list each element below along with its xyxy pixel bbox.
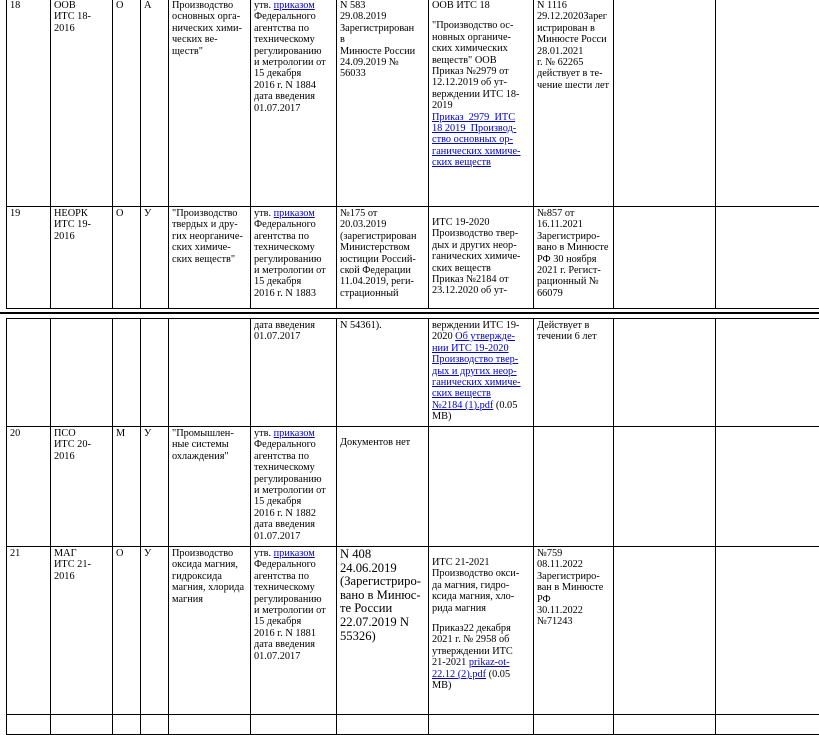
document-link[interactable]: Об утвержде- [455,331,515,342]
its-name: "Промышлен- ные системы охлаждения" [169,427,251,547]
order-link[interactable]: приказом [274,548,315,559]
empty-cell [716,207,819,309]
row-number: 20 [7,427,51,547]
new-its-cell: ООВ ИТС 18 "Производство ос- новных органиче- ских химических веществ" ООВ Приказ №2979 от 12.12.2019 об ут- верждении ИТС 18- 2019 Приказ_2979_ИТС 18 2019_Производ- ство основных ор- ганических химиче- ских веществ [429,0,534,207]
order-cell: N 583 29.08.2019 Зарегистрирован в Минюсте России 24.09.2019 № 56033 [337,0,429,207]
order-cell: Документов нет [337,427,429,547]
registration-cell: №857 от 16.11.2021 Зарегистриро- вано в Минюсте РФ 30 ноября 2021 г. Регист- рационный № 66079 [534,207,614,309]
pdf-link[interactable]: 22.12 (2).pdf [432,669,486,680]
pdf-link[interactable]: prikaz-ot- [469,657,510,668]
empty-cell [7,319,51,427]
order-link[interactable]: приказом [274,0,315,11]
status-cell: У [141,547,169,715]
empty-cell [716,0,819,207]
table-row [7,427,819,547]
row-number: 19 [7,207,51,309]
order-link[interactable]: приказом [274,208,315,219]
document-link[interactable]: нии ИТС 19-2020 Производство твер- дых и других неор- ганических химиче- ских веществ [432,343,530,400]
empty-cell [614,0,716,207]
category-cell: О [113,0,141,207]
table-row [7,547,819,715]
empty-cell [614,207,716,309]
empty-cell [716,547,819,715]
its-name: Производство основных орга- нических хими- ческих ве- ществ" [169,0,251,207]
empty-cell [169,319,251,427]
new-its-cell: ИТС 21-2021 Производство окси- да магния, гидро- ксида магния, хло- рида магния Приказ22 декабря 2021 г. № 2958 об утверждении ИТС 21-2021 prikaz-ot- 22.12 (2).pdf (0.05 MB) [429,547,534,715]
empty-cell [113,319,141,427]
row-number: 18 [7,0,51,207]
its-name: Производство оксида магния, гидроксида магния, хлорида магния [169,547,251,715]
order-cell: N 54361). [337,319,429,427]
empty-cell [614,547,716,715]
empty-cell [614,427,716,547]
its-code: ООВ ИТС 18- 2016 [51,0,113,207]
status-cell: У [141,207,169,309]
status-cell: А [141,0,169,207]
new-its-cell: верждении ИТС 19- 2020 Об утвержде- нии ИТС 19-2020 Производство твер- дых и других неор- ганических химиче- ских веществ №2184 (1).pdf (0.05 MB) [429,319,534,427]
its-code: ПСО ИТС 20- 2016 [51,427,113,547]
new-its-cell: ИТС 19-2020 Производство твер- дых и других неор- ганических химиче- ских веществ Приказ №2184 от 23.12.2020 об ут- [429,207,534,309]
its-code: МАГ ИТС 21- 2016 [51,547,113,715]
its-name: "Производство твердых и дру- гих неорганиче- ских химиче- ских веществ" [169,207,251,309]
approval-cell: утв. приказом Федерального агентства по техническому регулированию и метрологии от 15 декабря 2016 г. N 1882 дата введения 01.07.2017 [251,427,337,547]
category-cell: О [113,207,141,309]
category-cell: О [113,547,141,715]
its-code: НЕОРК ИТС 19- 2016 [51,207,113,309]
its-table-part-1 [6,0,819,309]
category-cell: М [113,427,141,547]
empty-cell [614,319,716,427]
registration-cell: №759 08.11.2022 Зарегистриро- ван в Минюсте РФ 30.11.2022 №71243 [534,547,614,715]
table-row [7,207,819,309]
table-row-continuation [7,319,819,427]
approval-cell: утв. приказом Федерального агентства по техническому регулированию и метрологии от 15 декабря 2016 г. N 1881 дата введения 01.07.2017 [251,547,337,715]
order-link[interactable]: приказом [274,428,315,439]
order-cell: №175 от 20.03.2019 (зарегистрирован Министерством юстиции Россий- ской Федерации 11.04.2019, реги- страционный [337,207,429,309]
document-link[interactable]: Приказ_2979_ИТС 18 2019_Производ- ство основных ор- ганических химиче- ских веществ [432,112,530,169]
approval-cell: утв. приказом Федерального агентства по техническому регулированию и метрологии от 15 декабря 2016 г. N 1883 [251,207,337,309]
registration-cell: N 1116 29.12.2020Зарег истрирован в Минюсте Росси 28.01.2021 г. № 62265 действует в те- чение шести лет [534,0,614,207]
empty-cell [534,427,614,547]
table-row [7,0,819,207]
its-table-part-2 [6,318,819,735]
approval-cell: дата введения 01.07.2017 [251,319,337,427]
registration-cell: Действует в течении 6 лет [534,319,614,427]
pdf-link[interactable]: №2184 (1).pdf [432,400,493,411]
empty-cell [51,319,113,427]
page-break-divider [0,312,819,314]
empty-cell [141,319,169,427]
empty-cell [429,427,534,547]
empty-cell [716,427,819,547]
order-cell: N 408 24.06.2019 (Зарегистриро- вано в Минюс- те России 22.07.2019 N 55326) [337,547,429,715]
status-cell: У [141,427,169,547]
approval-cell: утв. приказом Федерального агентства по техническому регулированию и метрологии от 15 декабря 2016 г. N 1884 дата введения 01.07.2017 [251,0,337,207]
row-number: 21 [7,547,51,715]
empty-cell [716,319,819,427]
